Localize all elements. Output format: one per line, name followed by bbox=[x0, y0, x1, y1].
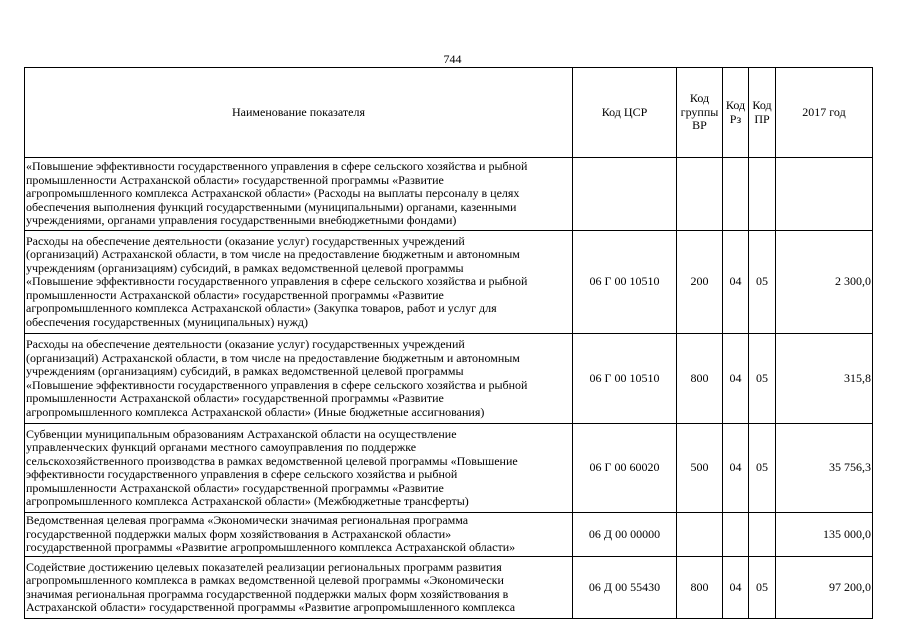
header-pr: Код ПР bbox=[749, 68, 776, 158]
table-row bbox=[25, 158, 873, 231]
row-rz bbox=[723, 158, 749, 231]
row-pr: 05 bbox=[749, 334, 776, 424]
row-name: Расходы на обеспечение деятельности (оказание услуг) государственных учреждений (организаций) Астраханской области, в том числе на предоставление бюджетным и автономным учреждениям (организациям) субсидий, в рамках ведомственной целевой программы «Повышение эффективности государственного управления в сфере сельского хозяйства и рыбной промышленности Астраханской области» государственной программы «Развитие агропромышленного комплекса Астраханской области» (Иные бюджетные ассигнования) bbox=[25, 334, 573, 424]
row-csr: 06 Г 00 60020 bbox=[573, 424, 677, 513]
table-row bbox=[25, 424, 873, 513]
row-amount: 97 200,0 bbox=[776, 557, 873, 619]
row-csr: 06 Г 00 10510 bbox=[573, 231, 677, 334]
row-vr bbox=[677, 158, 723, 231]
row-vr: 800 bbox=[677, 557, 723, 619]
row-pr bbox=[749, 158, 776, 231]
row-rz: 04 bbox=[723, 334, 749, 424]
row-amount: 35 756,3 bbox=[776, 424, 873, 513]
row-pr bbox=[749, 513, 776, 557]
row-pr: 05 bbox=[749, 424, 776, 513]
row-vr bbox=[677, 513, 723, 557]
row-vr: 500 bbox=[677, 424, 723, 513]
table-row bbox=[25, 231, 873, 334]
table-row bbox=[25, 334, 873, 424]
row-name: «Повышение эффективности государственного управления в сфере сельского хозяйства и рыбной промышленности Астраханской области» государственной программы «Развитие агропромышленного комплекса Астраханской области» (Расходы на выплаты персоналу в целях обеспечения выполнения функций государственными (муниципальными) органами, казенными учреждениями, органами управления государственными внебюджетными фондами) bbox=[25, 158, 573, 231]
table-row bbox=[25, 513, 873, 557]
row-vr: 800 bbox=[677, 334, 723, 424]
row-name: Содействие достижению целевых показателей реализации региональных программ развития агропромышленного комплекса в рамках ведомственной целевой программы «Экономически значимая региональная программа государственной поддержки малых форм хозяйствования в Астраханской области» государственной программы «Развитие агропромышленного комплекса bbox=[25, 557, 573, 619]
header-name: Наименование показателя bbox=[25, 68, 573, 158]
row-vr: 200 bbox=[677, 231, 723, 334]
row-rz: 04 bbox=[723, 424, 749, 513]
row-rz: 04 bbox=[723, 557, 749, 619]
row-name: Расходы на обеспечение деятельности (оказание услуг) государственных учреждений (организаций) Астраханской области, в том числе на предоставление бюджетным и автономным учреждениям (организациям) субсидий, в рамках ведомственной целевой программы «Повышение эффективности государственного управления в сфере сельского хозяйства и рыбной промышленности Астраханской области» государственной программы «Развитие агропромышленного комплекса Астраханской области» (Закупка товаров, работ и услуг для обеспечения государственных (муниципальных) нужд) bbox=[25, 231, 573, 334]
row-rz bbox=[723, 513, 749, 557]
row-csr: 06 Д 00 00000 bbox=[573, 513, 677, 557]
header-csr: Код ЦСР bbox=[573, 68, 677, 158]
header-rz: Код Рз bbox=[723, 68, 749, 158]
row-csr: 06 Г 00 10510 bbox=[573, 334, 677, 424]
row-rz: 04 bbox=[723, 231, 749, 334]
row-csr bbox=[573, 158, 677, 231]
row-pr: 05 bbox=[749, 557, 776, 619]
header-vr: Код группы ВР bbox=[677, 68, 723, 158]
header-year: 2017 год bbox=[776, 68, 873, 158]
row-amount bbox=[776, 158, 873, 231]
row-amount: 135 000,0 bbox=[776, 513, 873, 557]
row-name: Субвенции муниципальным образованиям Астраханской области на осуществление управленческих функций органами местного самоуправления по поддержке сельскохозяйственного производства в рамках ведомственной целевой программы «Повышение эффективности государственного управления в сфере сельского хозяйства и рыбной промышленности Астраханской области» государственной программы «Развитие агропромышленного комплекса Астраханской области» (Межбюджетные трансферты) bbox=[25, 424, 573, 513]
table-header-row bbox=[25, 68, 873, 158]
row-name: Ведомственная целевая программа «Экономически значимая региональная программа государственной поддержки малых форм хозяйствования в Астраханской области» государственной программы «Развитие агропромышленного комплекса Астраханской области» bbox=[25, 513, 573, 557]
table-row bbox=[25, 557, 873, 619]
row-pr: 05 bbox=[749, 231, 776, 334]
row-amount: 2 300,0 bbox=[776, 231, 873, 334]
row-amount: 315,8 bbox=[776, 334, 873, 424]
budget-table bbox=[24, 67, 873, 619]
row-csr: 06 Д 00 55430 bbox=[573, 557, 677, 619]
page-number: 744 bbox=[443, 52, 462, 66]
